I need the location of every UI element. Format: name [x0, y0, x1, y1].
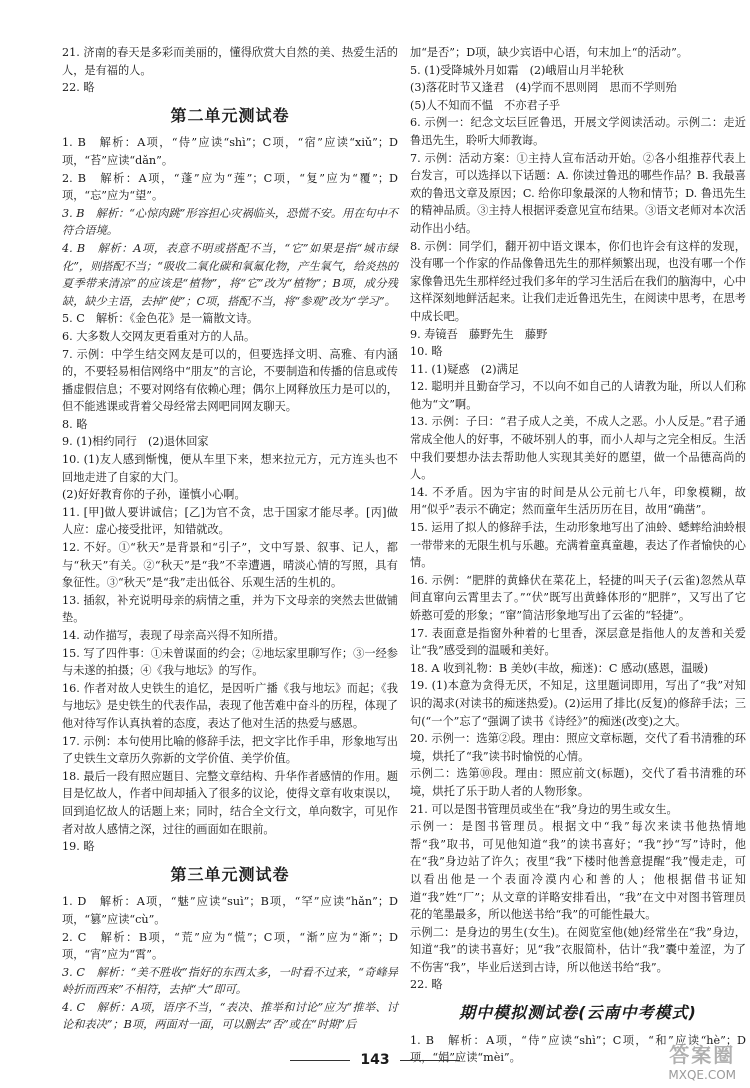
answer-item: 19. 略 [62, 840, 95, 854]
section-heading-unit-3: 第三单元测试卷 [170, 864, 290, 884]
answer-item: 21. 济南的春天是多彩而美丽的，懂得欣赏大自然的美、热爱生活的人，是有福的人。 [62, 46, 398, 77]
answer-item: 示例二：选第⑩段。理由：照应前文(标题)，交代了看书清雅的环境，烘托了乐于助人者的人物形象。 [410, 767, 746, 798]
answer-item: 3. C 解析：“美不胜收”指好的东西太多，一时看不过来，“奇峰异岭折而西来”不相符，去掉“大”即可。 [62, 965, 398, 997]
section-heading-unit-2: 第二单元测试卷 [170, 105, 290, 125]
answer-item: 2. B 解析：A项，“蓬”应为“莲”；C项，“复”应为“覆”；D项，“忘”应为“望”。 [62, 171, 398, 203]
answer-item: 16. 示例：“肥胖的黄蜂伏在菜花上，轻捷的叫天子(云雀)忽然从草间直窜向云霄里去了。”“伏”既写出黄蜂体形的“肥胖”，又写出了它娇憨可爱的形象；“窜”简洁形象地写出了云雀的“轻捷”。 [410, 573, 746, 622]
answer-item: (5)人不知而不愠 不亦君子乎 [410, 98, 561, 112]
answer-item: 18. A 收到礼物：B 美妙(丰故，痴迷)：C 感动(感恩，温暖) [410, 661, 709, 675]
answer-item: 1. B 解析：A项，“侍”应读“shì”；C项，“宿”应读“xiǔ”；D项，“苔”应读“dǎn”。 [62, 136, 398, 167]
answer-item: 18. 最后一段有照应题目、完整文章结构、升华作者感情的作用。题目是忆故人，作者中间却插入了很多的议论，使得文章有收束误以，回到追忆故人的话题上来；同时，结合全文行文，单向数字，可见作者对故人感情之深，过往的画面如在眼前。 [62, 769, 398, 836]
answer-item: 15. 运用了拟人的修辞手法，生动形象地写出了油蛉、蟋蟀给油蛉根一带带来的无限生机与乐趣。充满着童真童趣，表达了作者愉快的心情。 [410, 521, 746, 570]
answer-item: 21. 可以是图书管理员或坐在“我”身边的男生或女生。 [410, 802, 678, 816]
answer-item: 13. 示例：子曰：“君子成人之美，不成人之恶。小人反是。”君子通常成全他人的好事，不破坏别人的事，而小人却与之完全相反。生活中我们要想办法去帮助他人实现其美好的愿望，做一个品德高尚的人。 [410, 415, 746, 482]
answer-item: 9. (1)相约同行 (2)退休回家 [62, 435, 209, 449]
answer-item: 加“是否”；D项，缺少宾语中心语，句末加上“的活动”。 [410, 46, 688, 59]
right-column [410, 44, 746, 1067]
answer-item: 13. 插叙，补充说明母亲的病情之重，并为下文母亲的突然去世做铺垫。 [62, 593, 398, 625]
answer-item: 7. 示例：中学生结交网友是可以的，但要选择文明、高雅、有内涵的，不要轻易相信网络中“朋友”的言论，不要制造和传播的信息或传播虚假信息；不要对网络有依赖心理；偶尔上网释放压力是可以的，但不能逃课或背着父母经常去网吧同网友聊天。 [62, 347, 398, 414]
answer-item: 5. (1)受降城外月如霜 (2)峨眉山月半轮秋 [410, 63, 624, 77]
answer-item: 4. B 解析：A项，表意不明或搭配不当，“它”如果是指“城市绿化”，则搭配不当；“吸收二氧化碳和氧氟化物，产生氧气，给炎热的夏季带来清凉”的应该是“植物”，将“它”改为“植物”；B项，成分残缺，缺少主语，去掉“使”；C项，搭配不当，将“参观”改为“学习”。 [62, 241, 398, 308]
answer-item: (3)落花时节又逢君 (4)学而不思则罔 思而不学则殆 [410, 81, 677, 95]
answer-item: 10. (1)友人感到惭愧，便从车里下来，想来拉元方，元方连头也不回地走进了自家的大门。 [62, 453, 398, 484]
answer-item: 1. D 解析：A项，“魅”应读“suì”；B项，“罕”应读“hǎn”；D项，“篡”应读“cù”。 [62, 895, 398, 926]
answer-item: 14. 动作描写，表现了母亲高兴得不知所措。 [62, 629, 285, 642]
answer-item: 17. 示例：本句使用比喻的修辞手法，把文字比作手串，形象地写出了史铁生文章历久弥新的文学价值、美学价值。 [62, 734, 398, 766]
answer-item: 3. B 解析：“心惊肉跳”形容担心灾祸临头，恐慌不安。用在句中不符合语境。 [62, 206, 398, 238]
answer-item: 12. 聪明并且勤奋学习，不以向不如自己的人请教为耻，所以人们称他为“文”啊。 [410, 380, 746, 411]
answer-item: 22. 略 [410, 978, 443, 992]
watermark-url: MXQE.COM [668, 1068, 736, 1082]
answer-item: 22. 略 [62, 81, 95, 95]
answer-item: 2. C 解析：B项，“荒”应为“慌”；C项，“渐”应为“渐”；D项，“宵”应为“霄”。 [62, 930, 398, 962]
answer-item: 6. 大多数人交网友更看重对方的人品。 [62, 329, 256, 343]
watermark [668, 1039, 736, 1082]
answer-item: 8. 略 [62, 417, 88, 431]
left-column [62, 44, 398, 1034]
answer-item: 20. 示例一：选第②段。理由：照应文章标题，交代了看书清雅的环境，烘托了“我”读书时愉悦的心情。 [410, 732, 746, 763]
answer-item: 7. 示例：活动方案：①主持人宣布活动开始。②各小组推荐代表上台发言，可以选择以下话题：A. 你读过鲁迅的哪些作品？B. 我最喜欢的鲁迅文章及原因；C. 给你印象最深的人物和情节；D. 鲁迅先生的精神品质。③主持人根据评委意见宣布结果。③语文老师对本次活动作出小结。 [410, 151, 746, 235]
watermark-logo: 答案圈 [669, 1043, 736, 1067]
answer-item: 17. 表面意是指窗外种着的七里香，深层意是指他人的友善和关爱让“我”感受到的温暖和美好。 [410, 626, 746, 658]
answer-item: 示例一：是图书管理员。根据文中“我”每次来读书他热情地帮“我”取书，可见他知道“我”的读书喜好；“我”抄“写”诗时，他在“我”身边站了许久；夜里“我”下楼时他善意提醒“我”慢走走，可以看出他是一个表面冷漠内心和善的人；他根据借书证知道“我”姓“厂”；从文章的详略安排看出，“我”在文中对图书管理员花的笔墨最多，所以他送书给“我”的可能性最大。 [410, 820, 746, 922]
answer-item: 11. [甲]做人要讲诚信；[乙]为官不贪，忠于国家才能尽孝。[丙]做人应：虚心接受批评，知错就改。 [62, 505, 398, 537]
answer-item: 10. 略 [410, 345, 443, 359]
answer-item: 14. 不矛盾。因为宇宙的时间是从公元前七八年，印象模糊，故用“似乎”表示不确定；然而童年生活历历在目，故用“确凿”。 [410, 485, 746, 517]
answer-item: 16. 作者对故人史铁生的追忆，是因听广播《我与地坛》而起；《我与地坛》是史铁生的代表作品，表现了他苦难中奋斗的历程，体现了他对待写作认真执着的态度，表达了他对生活的热爱与感恩。 [62, 681, 398, 730]
answer-item: 8. 示例：同学们，翻开初中语文课本，你们也许会有这样的发现，没有哪一个作家的作品像鲁迅先生的那样频繁出现，也没有哪一个作家像鲁迅先生那样经过我们多年的学习生活后在我们的脑海中，心中这样深刻地鲜活起来。让我们走近鲁迅先生，在阅读中思考，在思考中成长吧。 [410, 239, 746, 323]
answer-item: 5. C 解析：《金色花》是一篇散文诗。 [62, 312, 259, 326]
answer-item: 6. 示例一：纪念文坛巨匠鲁迅，开展文学阅读活动。示例二：走近鲁迅先生，聆听大师教诲。 [410, 116, 746, 147]
answer-item: 9. 寿镜吾 藤野先生 藤野 [410, 327, 548, 341]
answer-item: 示例二：是身边的男生(女生)。在阅览室他(她)经常坐在“我”身边，知道“我”的读书喜好；见“我”衣服简朴，估计“我”囊中羞涩，为了不伤害“我”，毕业后送到古诗，所以他送书给“我”。 [410, 925, 746, 974]
answer-item: 11. (1)疑惑 (2)满足 [410, 362, 519, 376]
page-number: 143 [0, 1052, 750, 1068]
answer-item: (2)好好教育你的子孙，谨慎小心啊。 [62, 488, 246, 502]
answer-item: 19. (1)本意为贪得无厌，不知足，这里题词即用，写出了“我”对知识的渴求(对读书的痴迷热爱)。(2)运用了排比(反复)的修辞手法；三句(“一个”忘了“强调了读书《诗经》”的痴迷(改变)之大。 [410, 679, 746, 728]
answer-item: 15. 写了四件事：①未曾谋面的约会；②地坛家里聊写作；③一经参与未遂的拍摄；④《我与地坛》的写作。 [62, 646, 398, 678]
section-heading-midterm: 期中模拟测试卷(云南中考模式) [459, 1003, 697, 1023]
answer-item: 12. 不好。①“秋天”是背景和“引子”，文中写景、叙事、记人，都与“秋天”有关。②“秋天”是“我”不幸遭遇，晴淡心情的写照，具有象征性。③“秋天”是“我”走出低谷、乐观生活的生机的。 [62, 541, 398, 590]
answer-item: 4. C 解析：A项，语序不当，“表决、推举和讨论”应为“推举、讨论和表决”；B项，两面对一面，可以删去“否”或在“时期”后 [62, 1000, 398, 1032]
answer-item: 1. B 解析：A项，“侍”应读“shì”；C项，“和”应读“hè”；D项，“娟”应读“mèi”。 [410, 1033, 746, 1065]
